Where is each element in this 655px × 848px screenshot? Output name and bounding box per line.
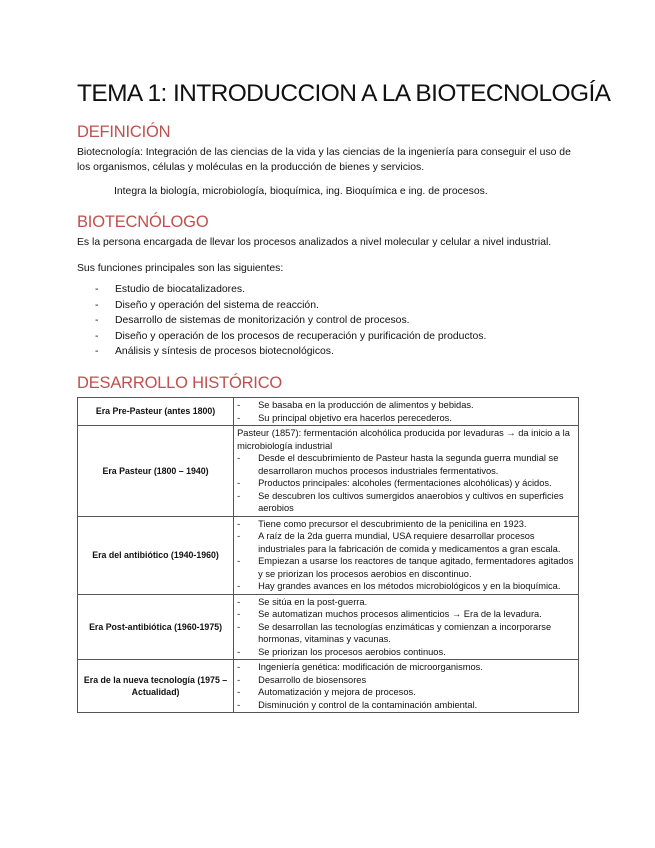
table-row — [78, 516, 579, 594]
list-item: - Hay grandes avances en los métodos microbiológicos y en la bioquímica. — [237, 581, 561, 591]
era-description — [234, 426, 579, 517]
list-item: - Se automatizan muchos procesos alimenticios → Era de la levadura. — [237, 609, 542, 619]
era-cell: Era del antibiótico (1940-1960) — [78, 516, 234, 594]
era-cell: Era de la nueva tecnología (1975 – Actualidad) — [78, 660, 234, 713]
table-row — [78, 398, 579, 426]
list-item: - Se desarrollan las tecnologías enzimáticas y comienzan a incorporarse hormonas, vitaminas y vacunas. — [237, 621, 552, 644]
history-table — [77, 397, 579, 713]
list-item: - Desarrollo de biosensores — [237, 674, 367, 685]
definicion-indent: Integra la biología, microbiología, bioquímica, ing. Bioquímica e ing. de procesos. — [114, 186, 488, 197]
list-item: - Su principal objetivo era hacerlos perecederos. — [237, 412, 452, 423]
biotecnologo-heading: BIOTECNÓLOGO — [77, 213, 209, 231]
list-item: - Diseño y operación del sistema de reacción. — [95, 299, 319, 311]
list-item: - Análisis y síntesis de procesos biotecnológicos. — [95, 346, 334, 358]
era-description — [234, 516, 579, 594]
list-item: - Se priorizan los procesos aerobios continuos. — [237, 646, 446, 657]
era-cell: Era Pasteur (1800 – 1940) — [78, 426, 234, 517]
list-item: - A raíz de la 2da guerra mundial, USA requiere desarrollar procesos industriales para la fabricación de comida y medicamentos a gran escala. — [237, 531, 561, 554]
era-intro: Pasteur (1857): fermentación alcohólica producida por levaduras → da inicio a la microbiología industrial — [237, 428, 570, 451]
era-cell: Era Post-antibiótica (1960-1975) — [78, 594, 234, 660]
list-item: - Se descubren los cultivos sumergidos anaerobios y cultivos en superficies aerobios — [237, 490, 564, 513]
table-row — [78, 660, 579, 713]
table-row — [78, 426, 579, 517]
list-item: - Se sitúa en la post-guerra. — [237, 596, 368, 607]
funciones-intro: Sus funciones principales son las siguientes: — [77, 263, 284, 274]
era-description — [234, 398, 579, 426]
list-item: - Ingeniería genética: modificación de microorganismos. — [237, 662, 483, 672]
list-item: - Se basaba en la producción de alimentos y bebidas. — [237, 400, 474, 410]
definicion-heading: DEFINICIÓN — [77, 123, 171, 141]
list-item: - Empiezan a usarse los reactores de tanque agitado, fermentadores agitados y se priorizan los procesos aerobios en discontinuo. — [237, 556, 574, 579]
list-item: - Productos principales: alcoholes (fermentaciones alcohólicas) y ácidos. — [237, 478, 552, 488]
funciones-list — [77, 282, 486, 360]
table-row — [78, 594, 579, 660]
list-item: - Diseño y operación de los procesos de recuperación y purificación de productos. — [95, 330, 487, 342]
list-item: - Desde el descubrimiento de Pasteur hasta la segunda guerra mundial se desarrollaron muchos procesos industriales fermentativos. — [237, 453, 559, 476]
list-item: - Desarrollo de sistemas de monitorización y control de procesos. — [95, 315, 410, 327]
definicion-text: Biotecnología: Integración de las ciencias de la vida y las ciencias de la ingeniería para conseguir el uso de los organismos, células y moléculas en la producción de bienes y servicios. — [77, 147, 571, 173]
list-item: - Estudio de biocatalizadores. — [95, 284, 245, 295]
desarrollo-heading: DESARROLLO HISTÓRICO — [77, 374, 283, 392]
list-item: - Tiene como precursor el descubrimiento de la penicilina en 1923. — [237, 518, 527, 529]
era-description — [234, 594, 579, 660]
era-cell: Era Pre-Pasteur (antes 1800) — [78, 398, 234, 426]
page-title: TEMA 1: INTRODUCCION A LA BIOTECNOLOGÍA — [77, 80, 611, 107]
list-item: - Disminución y control de la contaminación ambiental. — [237, 699, 478, 710]
biotecnologo-text: Es la persona encargada de llevar los procesos analizados a nivel molecular y celular a nivel industrial. — [77, 237, 552, 248]
era-description — [234, 660, 579, 713]
list-item: - Automatización y mejora de procesos. — [237, 687, 416, 697]
